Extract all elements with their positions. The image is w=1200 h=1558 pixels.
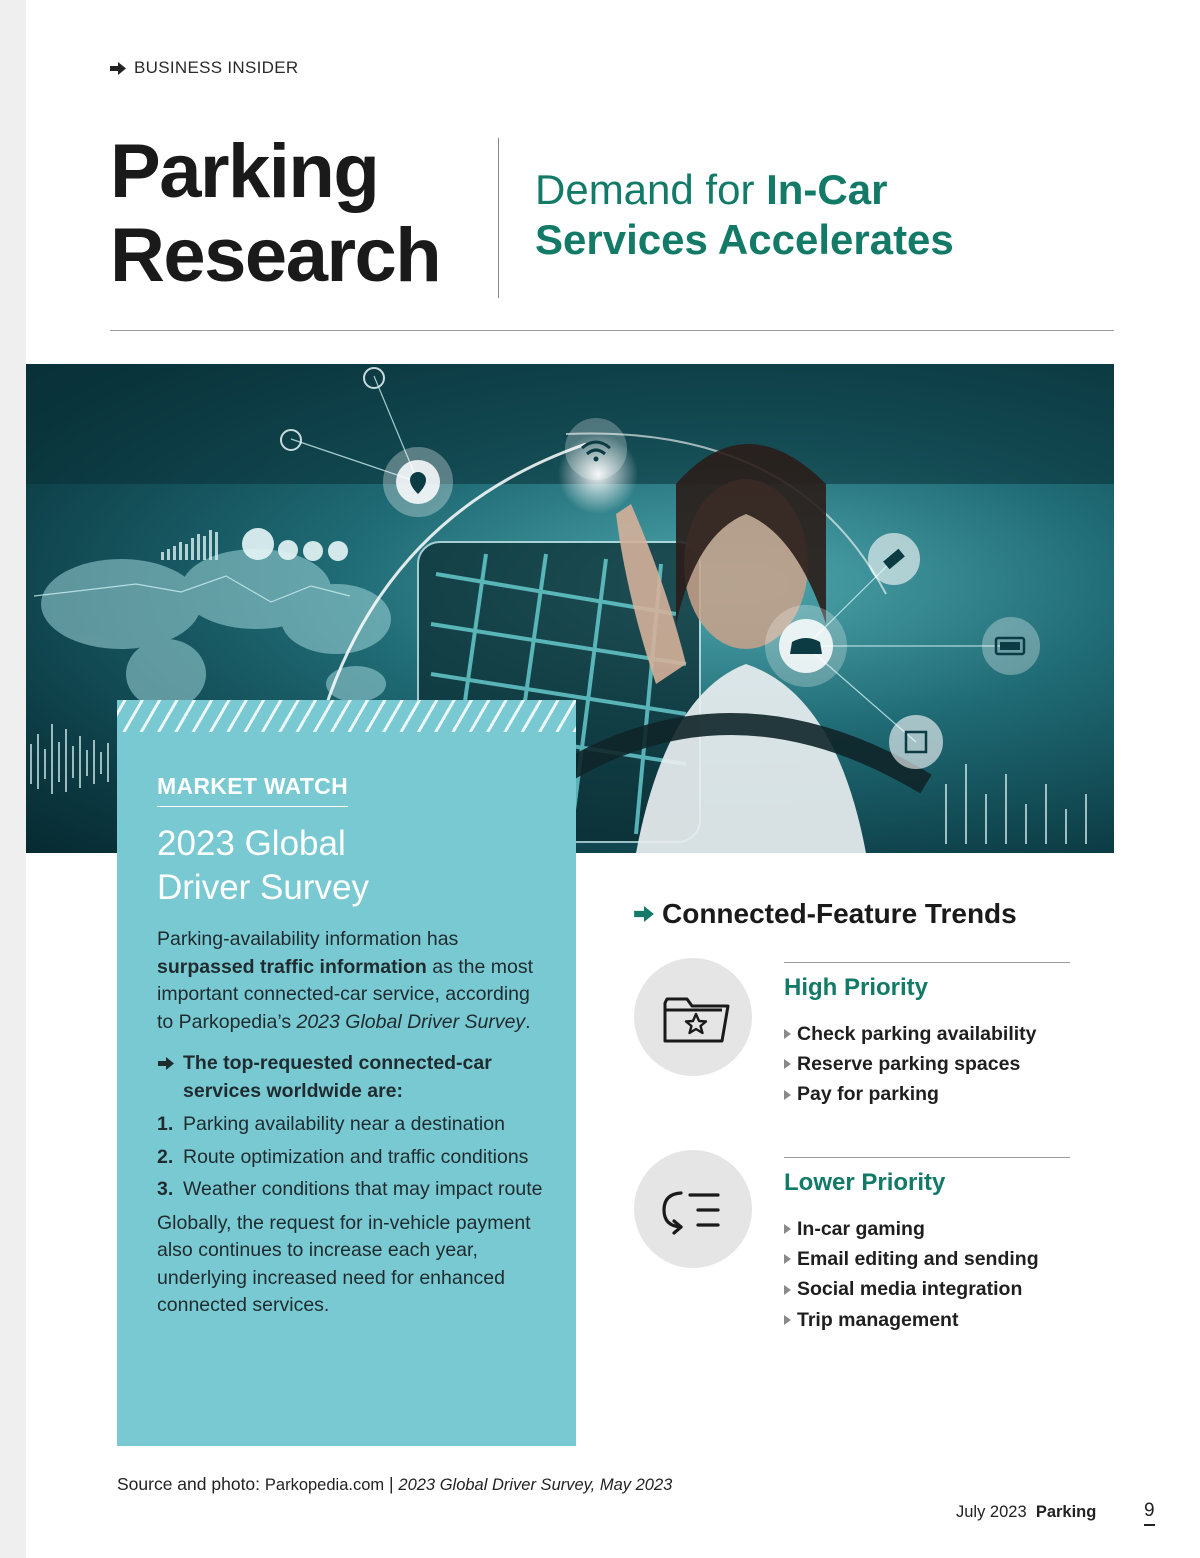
intro-italic: 2023 Global Driver Survey <box>296 1010 526 1033</box>
high-priority-rule <box>784 962 1070 963</box>
triangle-bullet-icon <box>784 1059 791 1069</box>
list-item <box>784 1244 1039 1274</box>
list-item-number: 3. <box>157 1178 174 1200</box>
page-footer <box>956 1503 1096 1522</box>
list-item-text: Parking availability near a destination <box>183 1113 505 1135</box>
triangle-bullet-icon <box>784 1285 791 1295</box>
list-item <box>157 1144 547 1172</box>
arrow-right-icon <box>634 906 654 922</box>
list-item <box>784 1214 1039 1244</box>
list-loop-icon <box>634 1150 752 1268</box>
vertical-divider <box>498 138 499 298</box>
list-item-text: Social media integration <box>797 1278 1023 1301</box>
intro-text-2: as the most important connected-car service, according to Parkopedia’s <box>157 955 534 1033</box>
subtitle-bold-2: Services Accelerates <box>535 216 954 263</box>
lower-priority-list <box>784 1214 1039 1335</box>
intro-text-3: . <box>525 1010 531 1033</box>
subtitle-regular: Demand for <box>535 166 767 213</box>
source-name: Parkopedia.com <box>264 1476 385 1494</box>
market-watch-closing: Globally, the request for in-vehicle payment also continues to increase each year, underlying increased need for enhanced connected services. <box>157 1211 531 1316</box>
market-watch-intro <box>157 926 547 1036</box>
page-title <box>110 130 440 298</box>
footer-publication: Parking <box>1035 1503 1097 1521</box>
list-item-text: Trip management <box>797 1308 959 1331</box>
list-item-text: In-car gaming <box>797 1217 925 1240</box>
list-item-text: Reserve parking spaces <box>797 1052 1021 1075</box>
bar-graphic <box>161 530 218 560</box>
list-item-number: 1. <box>157 1113 174 1135</box>
high-priority-list <box>784 1019 1037 1110</box>
triangle-bullet-icon <box>784 1315 791 1325</box>
source-reference: 2023 Global Driver Survey, May 2023 <box>398 1476 673 1494</box>
list-item <box>157 1176 547 1204</box>
list-item <box>784 1275 1039 1305</box>
market-watch-label: MARKET WATCH <box>157 773 348 807</box>
header-rule <box>110 330 1114 331</box>
list-item <box>784 1019 1037 1049</box>
battery-icon <box>983 618 1039 674</box>
page-subtitle <box>535 165 1095 265</box>
source-label: Source and photo: <box>117 1474 265 1494</box>
car-icon <box>766 606 846 686</box>
page-title-line2: Research <box>110 213 441 298</box>
list-item <box>784 1305 1039 1335</box>
list-item-number: 2. <box>157 1145 174 1168</box>
market-watch-title-line2: Driver Survey <box>157 868 369 907</box>
market-watch-body <box>157 926 547 1320</box>
arrow-right-icon <box>157 1057 175 1070</box>
map-pin-icon <box>384 448 452 516</box>
lower-priority-rule <box>784 1157 1070 1158</box>
source-credit <box>117 1474 672 1495</box>
list-item-text: Check parking availability <box>797 1022 1037 1045</box>
trends-heading-text: Connected-Feature Trends <box>662 898 1017 929</box>
market-watch-lead-text: The top-requested connected-car services worldwide are: <box>183 1052 492 1102</box>
high-priority-title: High Priority <box>784 974 929 1001</box>
stripe-band <box>117 700 576 732</box>
footer-date: July 2023 <box>956 1503 1027 1521</box>
lower-priority-title: Lower Priority <box>784 1169 946 1196</box>
list-item-text: Pay for parking <box>797 1083 939 1106</box>
triangle-bullet-icon <box>784 1090 791 1100</box>
triangle-bullet-icon <box>784 1254 791 1264</box>
market-watch-box <box>117 700 576 1446</box>
list-item <box>784 1080 1037 1110</box>
subtitle-bold-1: In-Car <box>766 166 888 213</box>
chip-icon <box>890 716 942 768</box>
market-watch-lead <box>157 1050 547 1105</box>
world-map-graphic <box>41 549 391 709</box>
arrow-right-icon <box>110 62 126 75</box>
wifi-icon <box>566 419 626 479</box>
list-item-text: Route optimization and traffic conditions <box>183 1145 529 1168</box>
satellite-icon <box>869 534 919 584</box>
intro-bold: surpassed traffic information <box>157 955 427 978</box>
list-item-text: Weather conditions that may impact route <box>183 1178 543 1200</box>
intro-text-1: Parking-availability information has <box>157 928 459 950</box>
list-item <box>784 1049 1037 1079</box>
source-separator: | <box>384 1474 399 1494</box>
market-watch-title <box>157 822 557 910</box>
pie-graphic <box>242 528 348 561</box>
top-services-list <box>157 1111 547 1204</box>
folder-star-icon <box>634 958 752 1076</box>
list-item <box>157 1111 547 1139</box>
left-margin-strip <box>0 0 26 1558</box>
section-tag-label: BUSINESS INSIDER <box>134 58 299 77</box>
triangle-bullet-icon <box>784 1224 791 1234</box>
page-title-line1: Parking <box>110 129 379 214</box>
list-item-text: Email editing and sending <box>797 1247 1039 1270</box>
section-tag <box>110 58 298 78</box>
market-watch-title-line1: 2023 Global <box>157 824 346 863</box>
trends-heading <box>634 898 1017 930</box>
triangle-bullet-icon <box>784 1029 791 1039</box>
page-number: 9 <box>1144 1500 1155 1526</box>
